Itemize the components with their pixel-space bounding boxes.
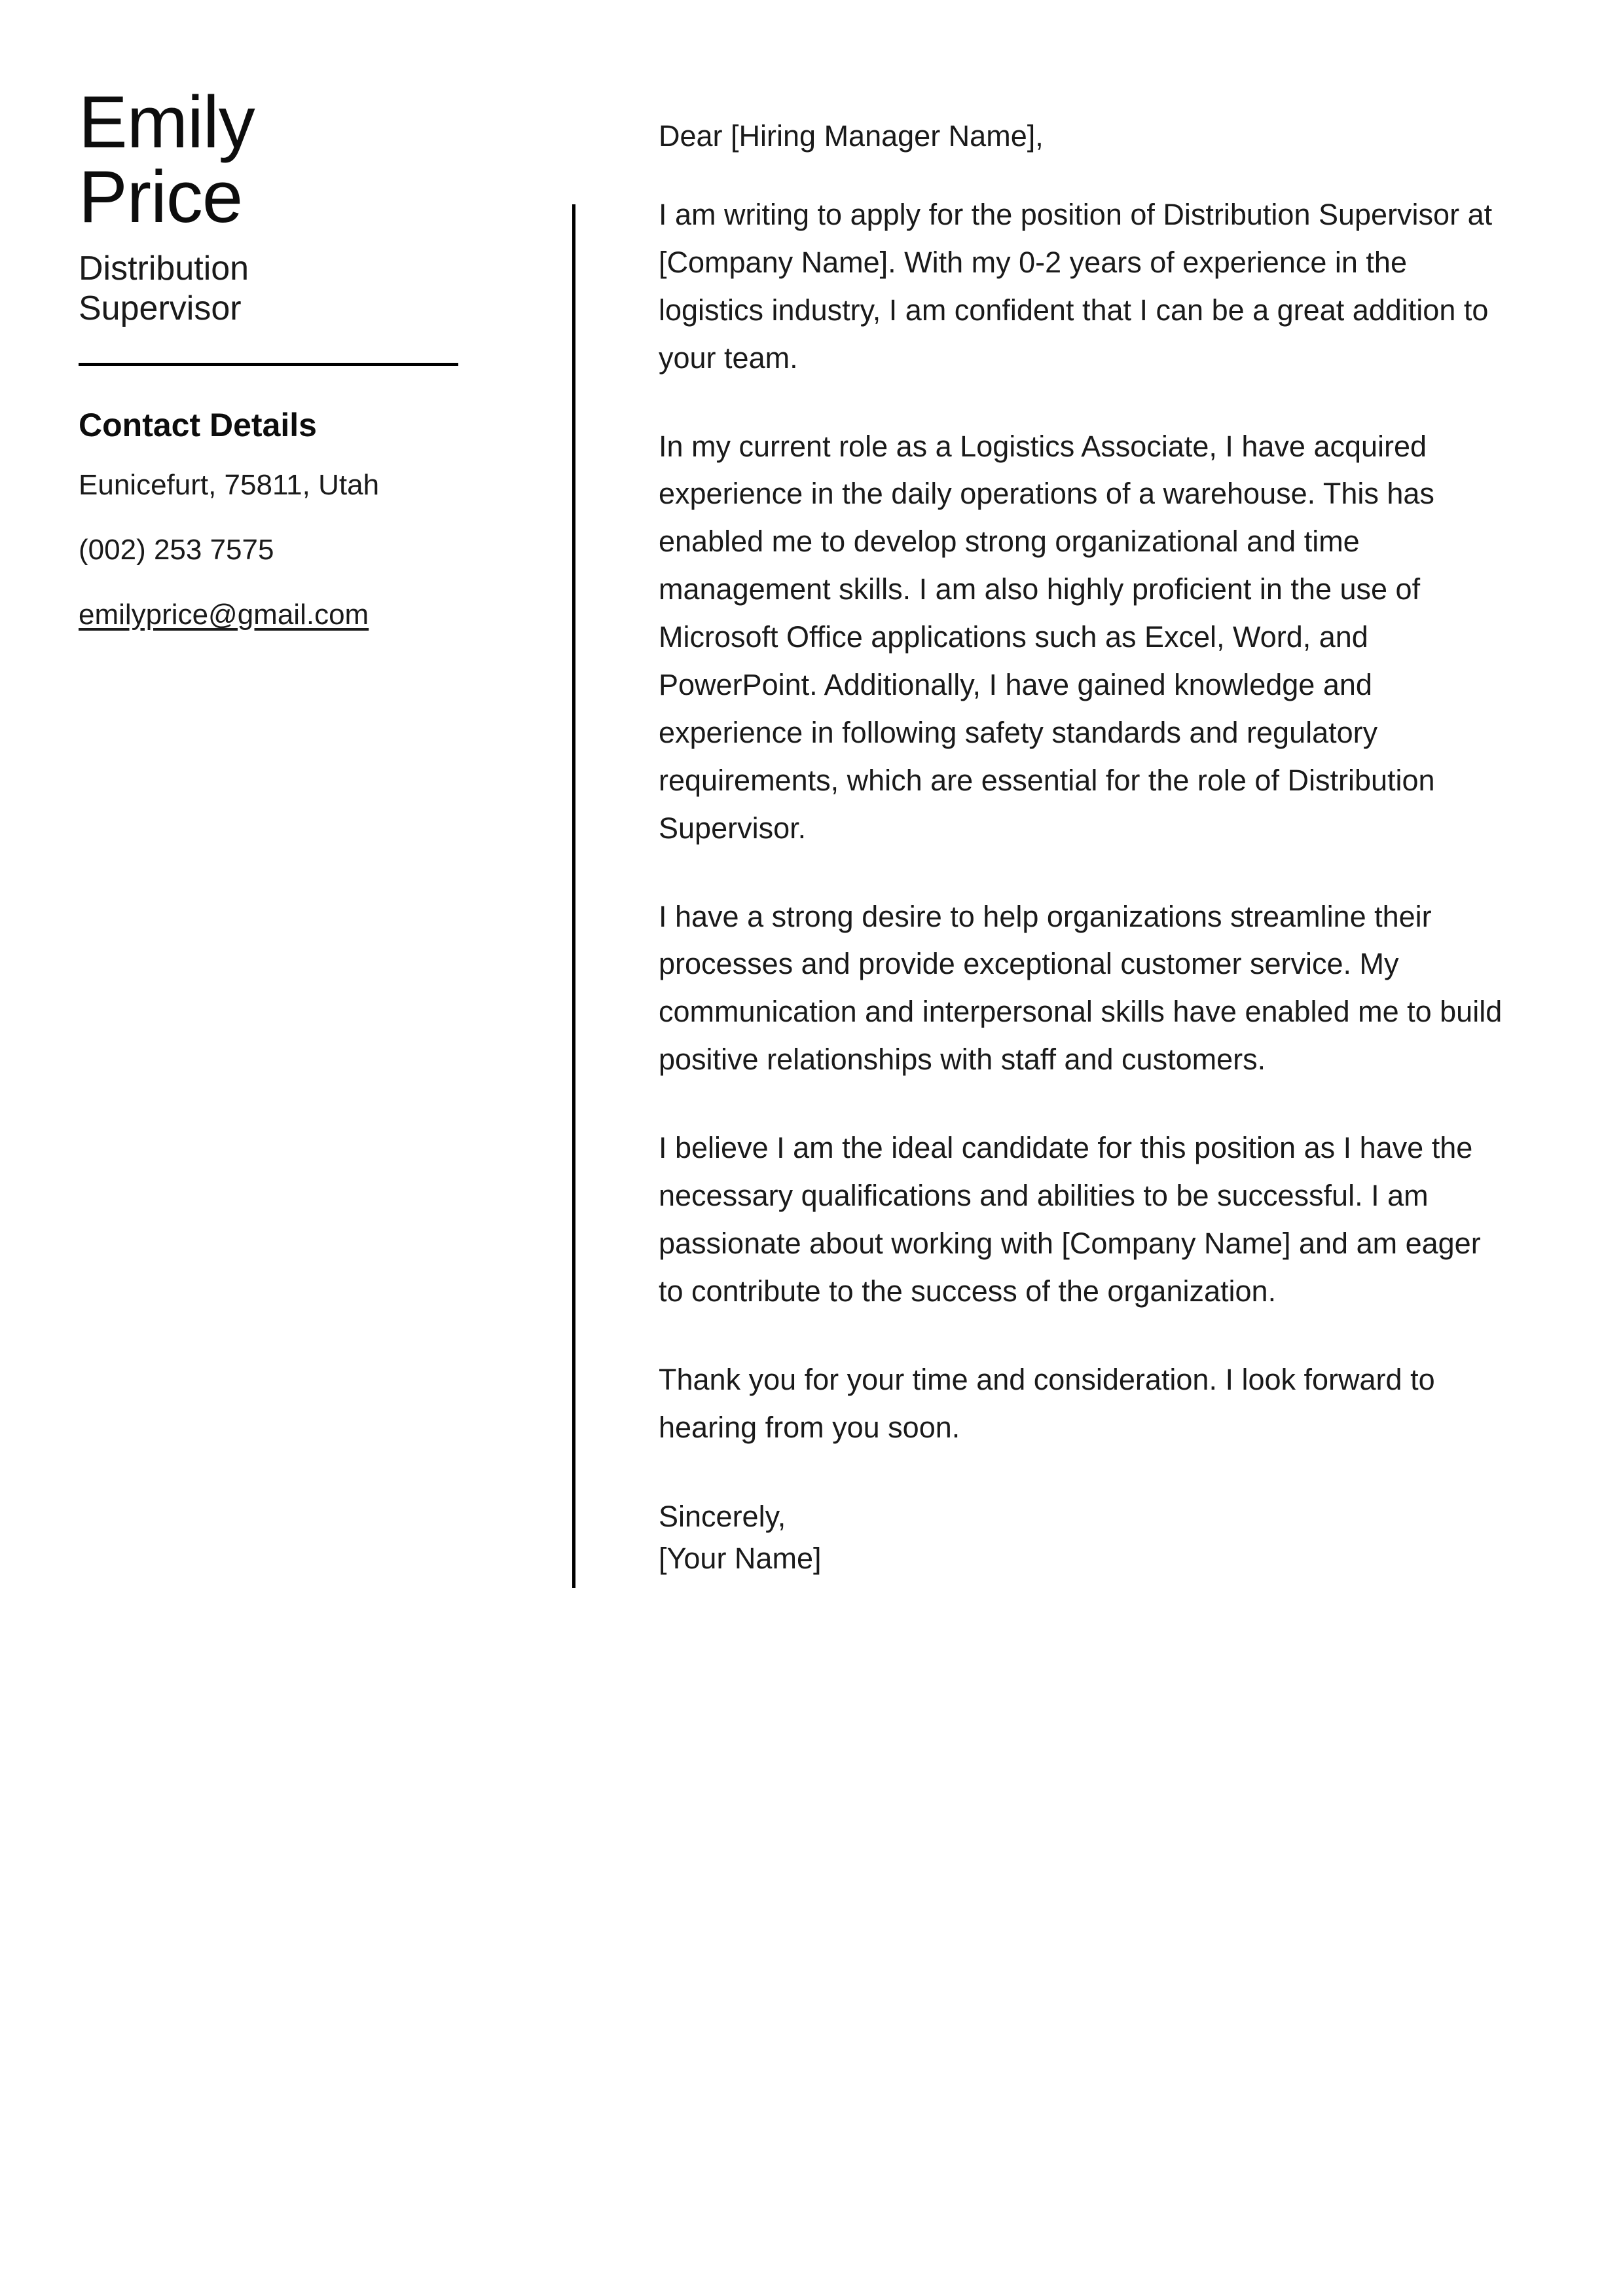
letter-paragraph-4: I believe I am the ideal candidate for this position as I have the necessary qualifications and abilities to be successful. I am passionate about working with [Company Name] and am eager to contribute to the success of the organization. <box>659 1131 1481 1308</box>
candidate-name <box>79 81 498 238</box>
job-title-line-1: Distribution <box>79 250 249 288</box>
letter-salutation: Dear [Hiring Manager Name], <box>659 119 1044 153</box>
letter-sign-off: Sincerely, <box>659 1500 786 1534</box>
vertical-divider <box>572 204 575 1588</box>
letter-closing <box>659 1496 1510 1580</box>
contact-details-list <box>79 467 498 633</box>
header-divider <box>79 363 458 366</box>
contact-details-heading: Contact Details <box>79 407 317 444</box>
letter-paragraph-5: Thank you for your time and consideration. I look forward to hearing from you soon. <box>659 1362 1435 1444</box>
contact-email-link[interactable]: emilyprice@gmail.com <box>79 599 369 631</box>
sidebar <box>79 81 498 661</box>
candidate-last-name: Price <box>79 156 243 238</box>
contact-email-item <box>79 597 498 633</box>
letter-body <box>659 121 1510 1580</box>
letter-signature-name: [Your Name] <box>659 1542 822 1576</box>
candidate-first-name: Emily <box>79 81 255 163</box>
job-title-line-2: Supervisor <box>79 289 242 328</box>
contact-address: Eunicefurt, 75811, Utah <box>79 469 380 502</box>
letter-paragraph-2: In my current role as a Logistics Associate, I have acquired experience in the daily operations of a warehouse. This has enabled me to develop strong organizational and time management skills. I am also highly proficient in the use of Microsoft Office applications such as Excel, Word, and PowerPoint. Additionally, I have gained knowledge and experience in following safety standards and regulatory requirements, which are essential for the role of Distribution Supervisor. <box>659 429 1435 845</box>
letter-paragraph-1: I am writing to apply for the position of Distribution Supervisor at [Company Name]. With my 0-2 years of experience in the logistics industry, I am confident that I can be a great addition to your team. <box>659 198 1493 375</box>
contact-phone: (002) 253 7575 <box>79 534 274 566</box>
letter-paragraph-3: I have a strong desire to help organizations streamline their processes and provide exceptional customer service. My communication and interpersonal skills have enabled me to build positive relationships with staff and customers. <box>659 899 1503 1077</box>
candidate-job-title <box>79 249 498 329</box>
